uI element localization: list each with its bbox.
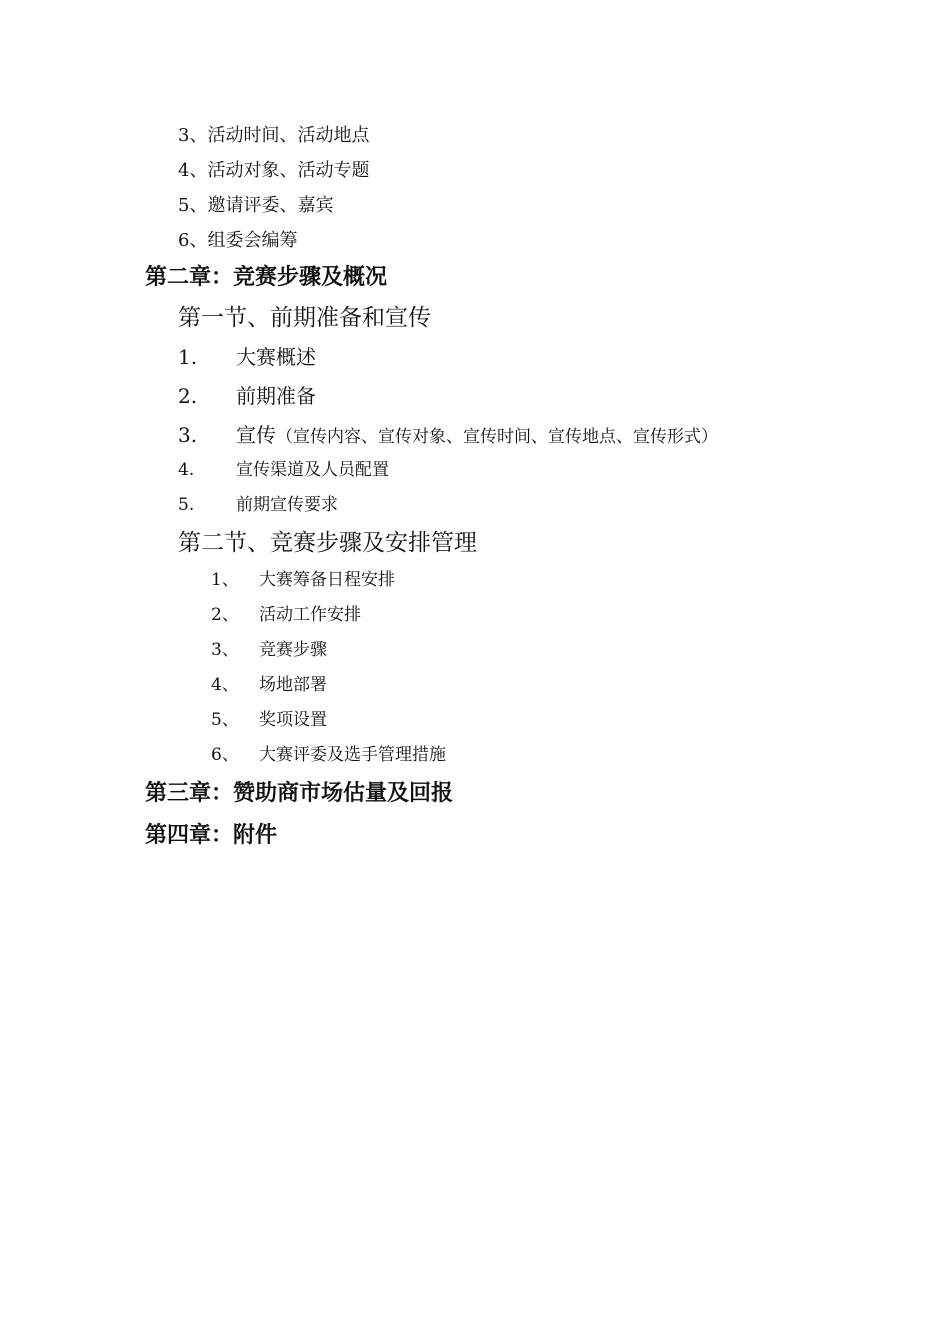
toc-item xyxy=(178,425,718,446)
chapter-heading: 第二章：竞赛步骤及概况 xyxy=(145,265,388,290)
item-text: 宣传渠道及人员配置 xyxy=(236,460,389,480)
item-text: 竞赛步骤 xyxy=(259,640,327,660)
item-number: 4. xyxy=(178,460,195,480)
toc-item: 3、活动时间、活动地点 xyxy=(178,125,370,146)
toc-item xyxy=(178,386,316,406)
chapter-heading: 第三章：赞助商市场估量及回报 xyxy=(145,781,454,806)
item-text: 大赛评委及选手管理措施 xyxy=(259,745,446,765)
item-text: 场地部署 xyxy=(259,675,327,695)
item-number: 3、 xyxy=(211,640,239,660)
item-text: 宣传 xyxy=(236,423,276,447)
item-number: 2、 xyxy=(211,605,239,625)
item-number: 4、 xyxy=(211,675,239,695)
section-heading: 第二节、竞赛步骤及安排管理 xyxy=(178,530,477,556)
item-number: 5、 xyxy=(211,710,239,730)
toc-item xyxy=(211,642,327,659)
toc-item xyxy=(211,607,361,624)
item-number: 2. xyxy=(178,384,198,408)
item-text: 活动工作安排 xyxy=(259,605,361,625)
item-text: 大赛概述 xyxy=(236,345,316,369)
item-text: 大赛筹备日程安排 xyxy=(259,570,395,590)
item-text: 前期宣传要求 xyxy=(236,495,338,515)
item-parenthetical: （宣传内容、宣传对象、宣传时间、宣传地点、宣传形式） xyxy=(276,427,718,447)
toc-item xyxy=(178,497,338,514)
chapter-heading: 第四章：附件 xyxy=(145,823,278,848)
toc-item xyxy=(178,462,389,479)
item-text: 前期准备 xyxy=(236,384,316,408)
item-number: 3. xyxy=(178,423,198,447)
toc-item xyxy=(211,677,327,694)
toc-item xyxy=(211,572,395,589)
item-number: 1、 xyxy=(211,570,239,590)
item-text: 奖项设置 xyxy=(259,710,327,730)
item-number: 5. xyxy=(178,495,195,515)
section-heading: 第一节、前期准备和宣传 xyxy=(178,305,431,331)
toc-item: 5、邀请评委、嘉宾 xyxy=(178,195,334,216)
toc-item xyxy=(211,747,446,764)
toc-item xyxy=(211,712,327,729)
toc-item: 4、活动对象、活动专题 xyxy=(178,160,370,181)
item-number: 6、 xyxy=(211,745,239,765)
toc-item xyxy=(178,347,316,367)
item-number: 1. xyxy=(178,345,198,369)
toc-item: 6、组委会编筹 xyxy=(178,230,298,251)
